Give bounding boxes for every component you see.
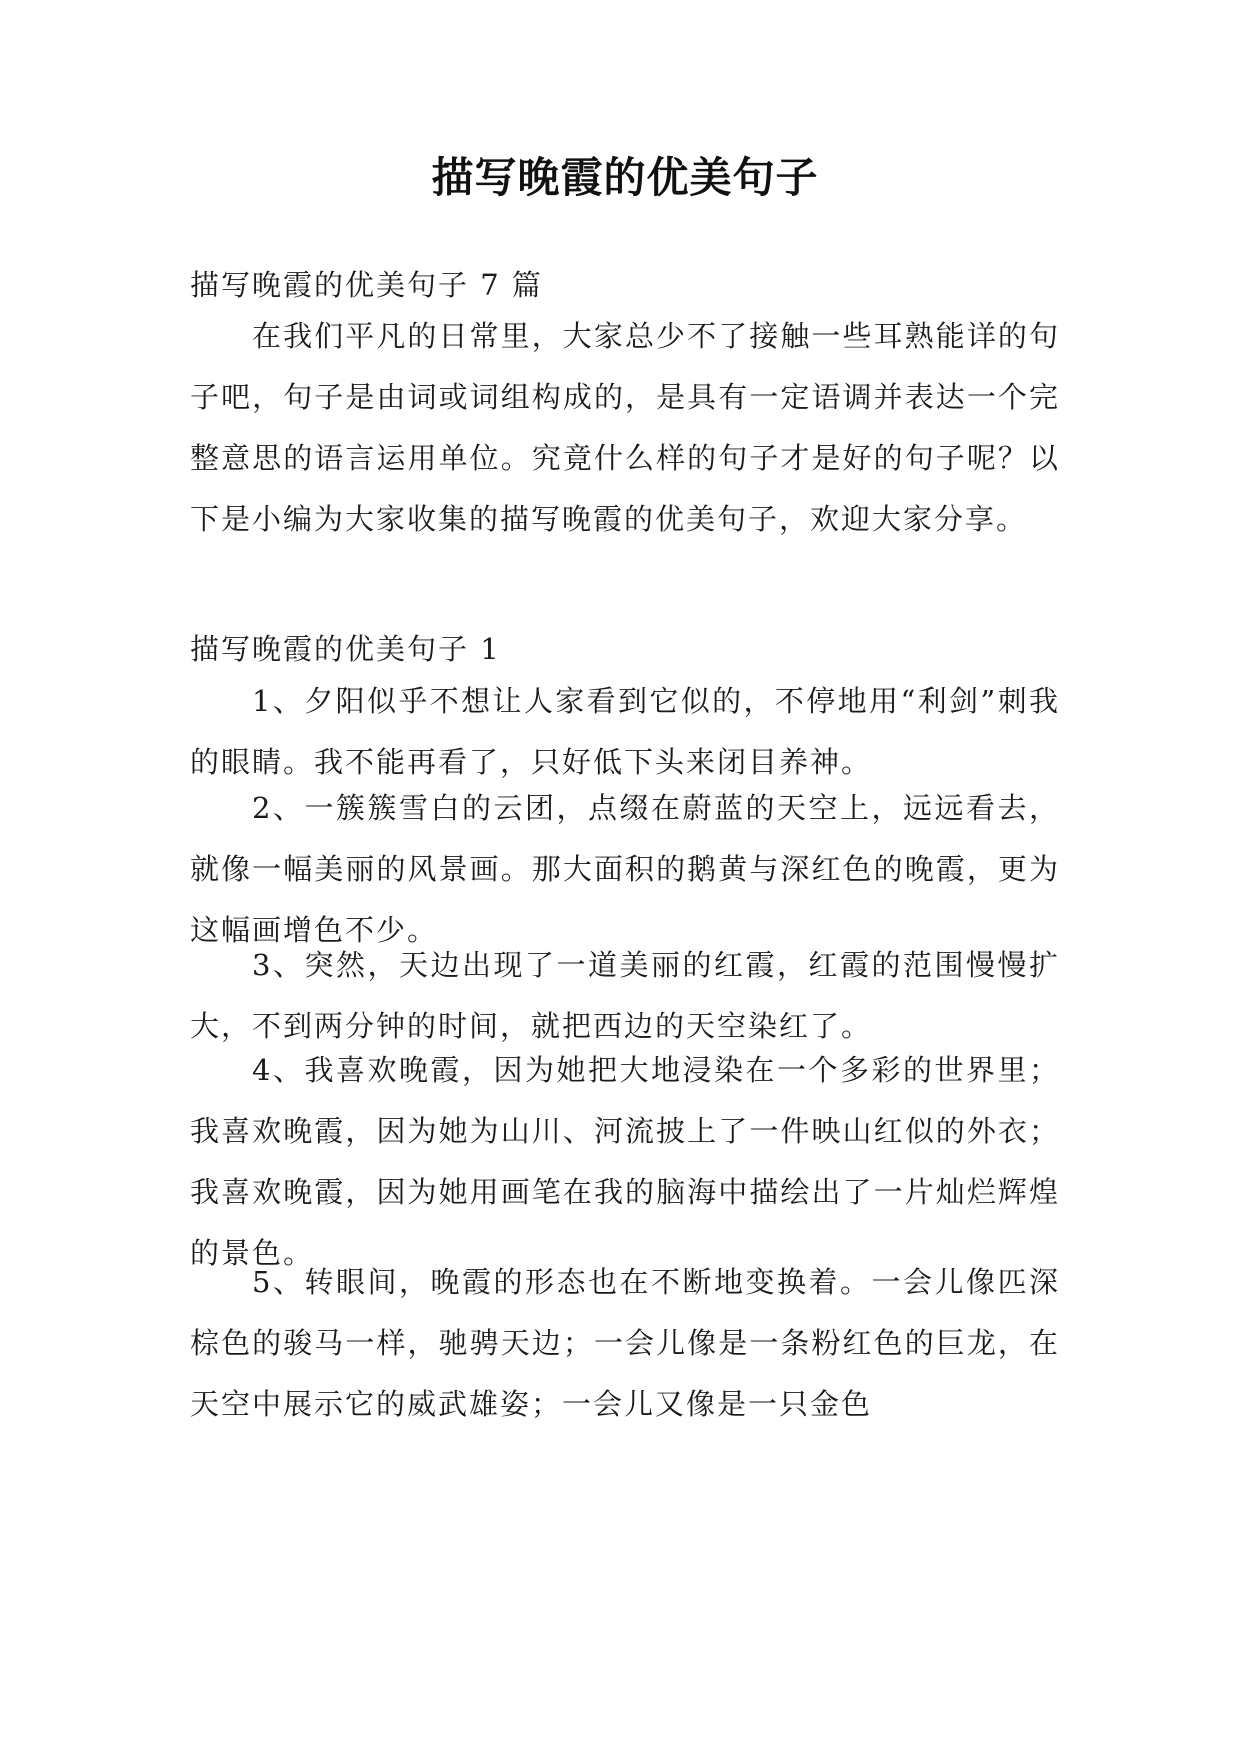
- list-item: 4、我喜欢晚霞，因为她把大地浸染在一个多彩的世界里；我喜欢晚霞，因为她为山川、河流披上了一件映山红似的外衣；我喜欢晚霞，因为她用画笔在我的脑海中描绘出了一片灿烂辉煌的景色。: [190, 1053, 1060, 1270]
- document-title: 描写晚霞的优美句子: [431, 153, 819, 202]
- list-item: 2、一簇簇雪白的云团，点缀在蔚蓝的天空上，远远看去，就像一幅美丽的风景画。那大面积的鹅黄与深红色的晚霞，更为这幅画增色不少。: [190, 791, 1060, 947]
- list-item: 3、突然，天边出现了一道美丽的红霞，红霞的范围慢慢扩大，不到两分钟的时间，就把西边的天空染红了。: [190, 948, 1060, 1043]
- list-item: 1、夕阳似乎不想让人家看到它似的，不停地用“利剑”刺我的眼睛。我不能再看了，只好低下头来闭目养神。: [190, 684, 1060, 779]
- document-subtitle: 描写晚霞的优美句子 7 篇: [190, 268, 543, 302]
- list-item: 5、转眼间，晚霞的形态也在不断地变换着。一会儿像匹深棕色的骏马一样，驰骋天边；一会儿像是一条粉红色的巨龙，在天空中展示它的威武雄姿；一会儿又像是一只金色: [190, 1265, 1060, 1421]
- section-heading-1: 描写晚霞的优美句子 1: [190, 632, 501, 666]
- intro-paragraph: 在我们平凡的日常里，大家总少不了接触一些耳熟能详的句子吧，句子是由词或词组构成的，是具有一定语调并表达一个完整意思的语言运用单位。究竟什么样的句子才是好的句子呢？以下是小编为大家收集的描写晚霞的优美句子，欢迎大家分享。: [190, 319, 1060, 536]
